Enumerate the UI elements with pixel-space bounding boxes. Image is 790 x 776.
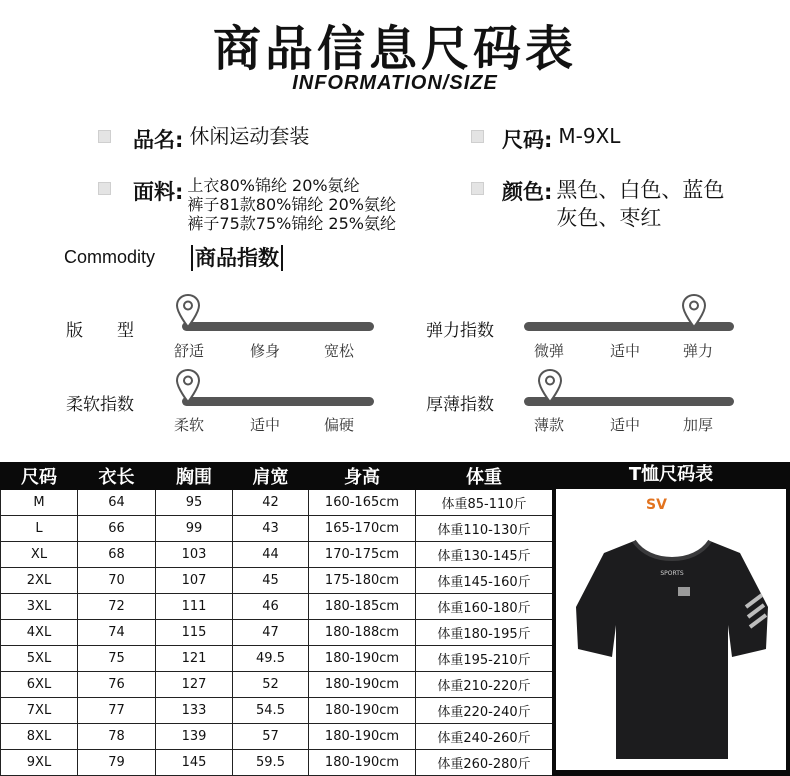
table-cell: 体重145-160斤 (416, 568, 553, 594)
column-header: 体重 (416, 463, 553, 490)
table-row (1, 672, 553, 698)
column-header: 胸围 (156, 463, 233, 490)
table-row (1, 620, 553, 646)
table-cell: 160-165cm (309, 490, 416, 516)
table-cell: 44 (233, 542, 309, 568)
info-fabric-row (98, 176, 396, 233)
table-cell: 66 (78, 516, 156, 542)
table-cell: 68 (78, 542, 156, 568)
fabric-line: 裤子81款80%锦纶 20%氨纶 (187, 195, 396, 214)
tshirt-image (556, 489, 786, 770)
table-cell: 64 (78, 490, 156, 516)
index-title: 商品指数 (191, 245, 283, 271)
table-cell: 7XL (1, 698, 78, 724)
table-cell: 165-170cm (309, 516, 416, 542)
brand-logo: SV (646, 497, 667, 513)
page-subtitle: INFORMATION/SIZE (292, 72, 498, 94)
scale-tick: 适中 (610, 416, 641, 434)
scale-track-softness (182, 397, 374, 406)
table-row (1, 646, 553, 672)
table-cell: 体重130-145斤 (416, 542, 553, 568)
table-row (1, 568, 553, 594)
table-cell: M (1, 490, 78, 516)
location-pin-icon (176, 369, 200, 403)
table-cell: 121 (156, 646, 233, 672)
info-color-row (471, 176, 724, 232)
table-cell: 体重110-130斤 (416, 516, 553, 542)
table-row (1, 724, 553, 750)
table-cell: 127 (156, 672, 233, 698)
fabric-line: 裤子75款75%锦纶 25%氨纶 (187, 214, 396, 233)
name-label: 品名: (133, 128, 184, 152)
table-cell: 145 (156, 750, 233, 776)
table-cell: 103 (156, 542, 233, 568)
location-pin-icon (176, 294, 200, 328)
table-cell: 体重220-240斤 (416, 698, 553, 724)
table-cell: 54.5 (233, 698, 309, 724)
table-cell: 180-188cm (309, 620, 416, 646)
name-value: 休闲运动套装 (189, 124, 310, 148)
table-row (1, 750, 553, 776)
scale-tick: 适中 (250, 416, 281, 434)
scale-label-thickness: 厚薄指数 (426, 395, 494, 415)
column-header: 尺码 (1, 463, 78, 490)
table-cell: 70 (78, 568, 156, 594)
scale-tick: 薄款 (534, 416, 565, 434)
table-cell: 体重260-280斤 (416, 750, 553, 776)
bullet-square-icon (98, 182, 111, 195)
info-size-row (471, 124, 620, 154)
table-cell: 42 (233, 490, 309, 516)
table-cell: 76 (78, 672, 156, 698)
tshirt-icon (556, 489, 786, 770)
tshirt-panel (552, 462, 790, 776)
page-title: 商品信息尺码表 (212, 21, 577, 77)
table-cell: 体重160-180斤 (416, 594, 553, 620)
color-line: 黑色、白色、蓝色 (556, 178, 725, 202)
scale-tick: 弹力 (683, 342, 714, 360)
scale-tick: 偏硬 (324, 416, 355, 434)
table-cell: 59.5 (233, 750, 309, 776)
scale-tick: 加厚 (683, 416, 714, 434)
table-cell: 78 (78, 724, 156, 750)
column-header: 肩宽 (233, 463, 309, 490)
table-cell: 99 (156, 516, 233, 542)
scale-tick: 舒适 (174, 342, 205, 360)
commodity-label: Commodity (64, 247, 156, 267)
location-pin-icon (538, 369, 562, 403)
table-cell: XL (1, 542, 78, 568)
table-cell: 180-190cm (309, 724, 416, 750)
table-cell: 体重210-220斤 (416, 672, 553, 698)
table-cell: 115 (156, 620, 233, 646)
table-cell: 180-190cm (309, 698, 416, 724)
table-row (1, 542, 553, 568)
table-cell: 3XL (1, 594, 78, 620)
table-cell: L (1, 516, 78, 542)
table-cell: 4XL (1, 620, 78, 646)
bullet-square-icon (471, 182, 484, 195)
scale-label-elasticity: 弹力指数 (426, 321, 494, 341)
table-cell: 77 (78, 698, 156, 724)
tshirt-print-text: SPORTS (660, 570, 684, 577)
scale-tick: 宽松 (324, 342, 355, 360)
table-cell: 72 (78, 594, 156, 620)
size-value: M-9XL (558, 124, 621, 148)
table-cell: 52 (233, 672, 309, 698)
size-table-header (1, 463, 553, 490)
table-cell: 5XL (1, 646, 78, 672)
table-cell: 6XL (1, 672, 78, 698)
color-values (556, 176, 724, 232)
table-cell: 74 (78, 620, 156, 646)
scale-label-fit: 版 型 (66, 321, 134, 341)
table-row (1, 594, 553, 620)
table-cell: 75 (78, 646, 156, 672)
fabric-values (187, 176, 396, 233)
table-cell: 180-190cm (309, 750, 416, 776)
tshirt-title: T恤尺码表 (628, 464, 714, 485)
table-cell: 45 (233, 568, 309, 594)
table-cell: 体重85-110斤 (416, 490, 553, 516)
table-cell: 107 (156, 568, 233, 594)
scale-tick: 柔软 (174, 416, 205, 434)
table-cell: 79 (78, 750, 156, 776)
table-cell: 180-190cm (309, 672, 416, 698)
bullet-square-icon (98, 130, 111, 143)
table-cell: 8XL (1, 724, 78, 750)
table-cell: 133 (156, 698, 233, 724)
scale-track-fit (182, 322, 374, 331)
table-cell: 体重240-260斤 (416, 724, 553, 750)
column-header: 衣长 (78, 463, 156, 490)
table-cell: 49.5 (233, 646, 309, 672)
info-name-row (98, 124, 309, 154)
table-cell: 180-185cm (309, 594, 416, 620)
size-table (0, 462, 553, 776)
scale-tick: 适中 (610, 342, 641, 360)
table-cell: 43 (233, 516, 309, 542)
table-row (1, 490, 553, 516)
column-header: 身高 (309, 463, 416, 490)
color-line: 灰色、枣红 (556, 206, 662, 230)
table-cell: 180-190cm (309, 646, 416, 672)
table-cell: 175-180cm (309, 568, 416, 594)
scale-label-softness: 柔软指数 (66, 395, 134, 415)
table-cell: 体重195-210斤 (416, 646, 553, 672)
table-cell: 2XL (1, 568, 78, 594)
table-cell: 体重180-195斤 (416, 620, 553, 646)
table-row (1, 698, 553, 724)
table-cell: 57 (233, 724, 309, 750)
table-cell: 170-175cm (309, 542, 416, 568)
table-row (1, 516, 553, 542)
fabric-label: 面料: (133, 180, 184, 204)
table-cell: 9XL (1, 750, 78, 776)
color-label: 颜色: (502, 180, 553, 204)
size-label: 尺码: (502, 128, 553, 152)
scale-tick: 微弹 (534, 342, 565, 360)
location-pin-icon (682, 294, 706, 328)
size-table-body (1, 490, 553, 776)
table-cell: 139 (156, 724, 233, 750)
table-cell: 95 (156, 490, 233, 516)
table-cell: 47 (233, 620, 309, 646)
table-cell: 46 (233, 594, 309, 620)
table-cell: 111 (156, 594, 233, 620)
scale-tick: 修身 (250, 342, 281, 360)
fabric-line: 上衣80%锦纶 20%氨纶 (187, 176, 360, 195)
bullet-square-icon (471, 130, 484, 143)
